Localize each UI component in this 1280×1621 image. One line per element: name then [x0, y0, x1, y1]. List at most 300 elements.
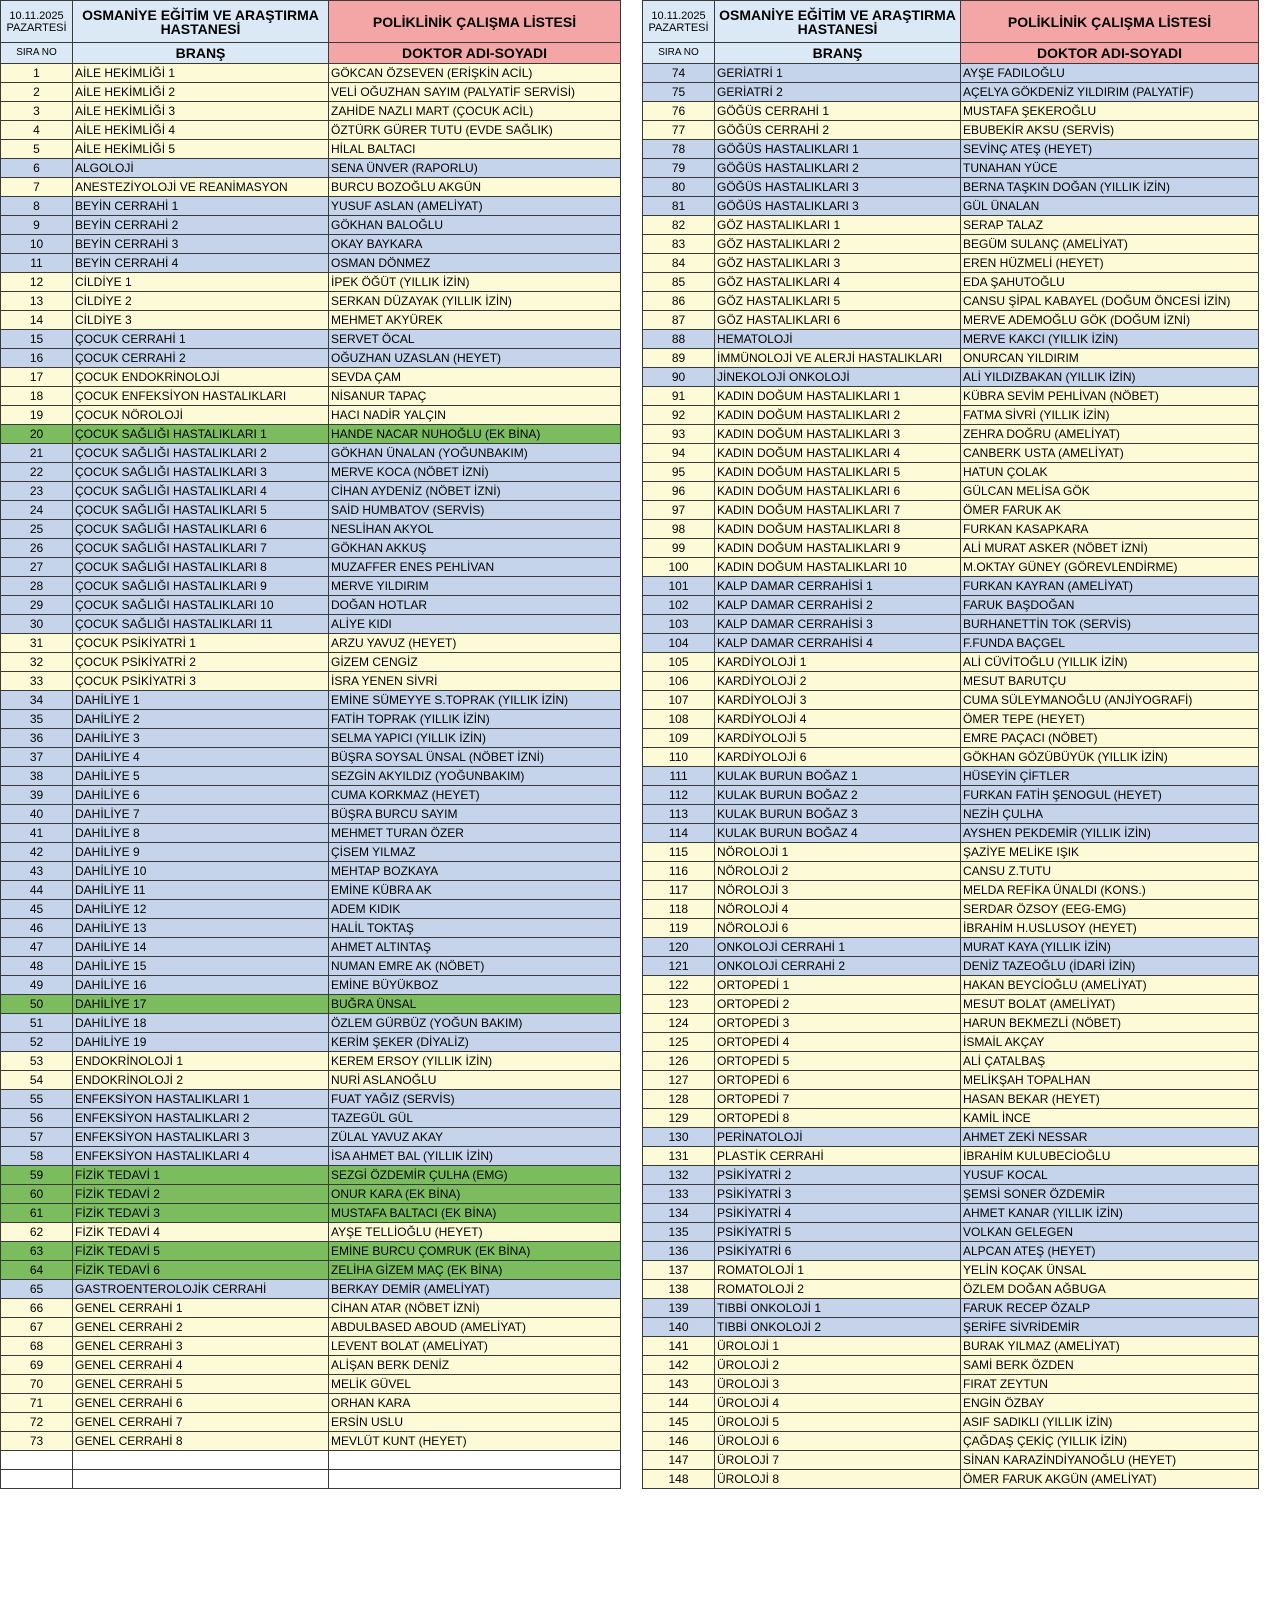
- row-number: 137: [643, 1261, 715, 1280]
- row-branch: ORTOPEDİ 4: [715, 1033, 961, 1052]
- row-branch: GÖZ HASTALIKLARI 1: [715, 216, 961, 235]
- row-number: 141: [643, 1337, 715, 1356]
- row-branch: GENEL CERRAHİ 1: [73, 1299, 329, 1318]
- row-branch: KADIN DOĞUM HASTALIKLARI 2: [715, 406, 961, 425]
- table-row: [1, 919, 621, 938]
- row-doctor: GÖKHAN GÖZÜBÜYÜK (YILLIK İZİN): [961, 748, 1259, 767]
- row-number: 42: [1, 843, 73, 862]
- table-row: [1, 178, 621, 197]
- row-branch: ÇOCUK ENFEKSİYON HASTALIKLARI: [73, 387, 329, 406]
- row-number: 10: [1, 235, 73, 254]
- row-branch: ENFEKSİYON HASTALIKLARI 4: [73, 1147, 329, 1166]
- row-branch: [73, 1451, 329, 1470]
- row-doctor: OSMAN DÖNMEZ: [329, 254, 621, 273]
- row-doctor: SERKAN DÜZAYAK (YILLIK İZİN): [329, 292, 621, 311]
- row-number: 19: [1, 406, 73, 425]
- table-row: [643, 691, 1259, 710]
- row-branch: GÖĞÜS HASTALIKLARI 1: [715, 140, 961, 159]
- table-row: [1, 463, 621, 482]
- row-branch: KARDİYOLOJİ 4: [715, 710, 961, 729]
- table-row: [643, 1413, 1259, 1432]
- table-row: [643, 64, 1259, 83]
- row-number: [1, 1470, 73, 1489]
- row-branch: KARDİYOLOJİ 6: [715, 748, 961, 767]
- row-branch: ANESTEZİYOLOJİ VE REANİMASYON: [73, 178, 329, 197]
- table-row: [1, 1432, 621, 1451]
- row-doctor: EMİNE BÜYÜKBOZ: [329, 976, 621, 995]
- row-doctor: ALİYE KIDI: [329, 615, 621, 634]
- row-number: 13: [1, 292, 73, 311]
- row-number: 130: [643, 1128, 715, 1147]
- table-row: [1, 292, 621, 311]
- row-number: 40: [1, 805, 73, 824]
- table-row: [643, 710, 1259, 729]
- row-doctor: İBRAHİM H.USLUSOY (HEYET): [961, 919, 1259, 938]
- row-doctor: M.OKTAY GÜNEY (GÖREVLENDİRME): [961, 558, 1259, 577]
- table-row: [643, 1280, 1259, 1299]
- row-number: 29: [1, 596, 73, 615]
- row-branch: ÇOCUK SAĞLIĞI HASTALIKLARI 11: [73, 615, 329, 634]
- table-row: [1, 140, 621, 159]
- row-branch: GENEL CERRAHİ 6: [73, 1394, 329, 1413]
- row-branch: KADIN DOĞUM HASTALIKLARI 7: [715, 501, 961, 520]
- row-doctor: SERAP TALAZ: [961, 216, 1259, 235]
- row-number: 124: [643, 1014, 715, 1033]
- table-row: [643, 159, 1259, 178]
- table-row: [643, 444, 1259, 463]
- row-branch: KADIN DOĞUM HASTALIKLARI 10: [715, 558, 961, 577]
- row-doctor: HANDE NACAR NUHOĞLU (EK BİNA): [329, 425, 621, 444]
- row-number: 115: [643, 843, 715, 862]
- date-cell: [643, 1, 715, 43]
- row-number: 98: [643, 520, 715, 539]
- table-row: [1, 159, 621, 178]
- table-row: [1, 1014, 621, 1033]
- row-doctor: CİHAN AYDENİZ (NÖBET İZNİ): [329, 482, 621, 501]
- table-row: [1, 311, 621, 330]
- row-doctor: MUSTAFA ŞEKEROĞLU: [961, 102, 1259, 121]
- row-doctor: BERKAY DEMİR (AMELİYAT): [329, 1280, 621, 1299]
- row-doctor: GÜLCAN MELİSA GÖK: [961, 482, 1259, 501]
- table-row: [1, 121, 621, 140]
- row-doctor: MELİKŞAH TOPALHAN: [961, 1071, 1259, 1090]
- row-branch: DAHİLİYE 3: [73, 729, 329, 748]
- table-row: [1, 729, 621, 748]
- row-doctor: İSRA YENEN SİVRİ: [329, 672, 621, 691]
- row-doctor: MERVE YILDIRIM: [329, 577, 621, 596]
- row-number: 26: [1, 539, 73, 558]
- row-branch: ORTOPEDİ 2: [715, 995, 961, 1014]
- left-table-section: [0, 0, 640, 1489]
- row-doctor: CİHAN ATAR (NÖBET İZNİ): [329, 1299, 621, 1318]
- row-branch: DAHİLİYE 18: [73, 1014, 329, 1033]
- table-row: [1, 1052, 621, 1071]
- row-branch: JİNEKOLOJİ ONKOLOJİ: [715, 368, 961, 387]
- table-row: [1, 197, 621, 216]
- row-number: 90: [643, 368, 715, 387]
- table-row: [643, 1052, 1259, 1071]
- row-number: 47: [1, 938, 73, 957]
- table-row: [1, 235, 621, 254]
- row-branch: DAHİLİYE 6: [73, 786, 329, 805]
- table-row: [643, 121, 1259, 140]
- row-doctor: KERİM ŞEKER (DİYALİZ): [329, 1033, 621, 1052]
- row-number: 143: [643, 1375, 715, 1394]
- row-branch: ÜROLOJİ 8: [715, 1470, 961, 1489]
- row-branch: NÖROLOJİ 4: [715, 900, 961, 919]
- row-number: 131: [643, 1147, 715, 1166]
- row-doctor: SENA ÜNVER (RAPORLU): [329, 159, 621, 178]
- row-doctor: KEREM ERSOY (YILLIK İZİN): [329, 1052, 621, 1071]
- row-number: 57: [1, 1128, 73, 1147]
- row-branch: KARDİYOLOJİ 1: [715, 653, 961, 672]
- row-number: 116: [643, 862, 715, 881]
- row-branch: GENEL CERRAHİ 5: [73, 1375, 329, 1394]
- col-header-doctor: DOKTOR ADI-SOYADI: [961, 43, 1259, 64]
- table-row: [643, 197, 1259, 216]
- row-number: 100: [643, 558, 715, 577]
- row-number: 41: [1, 824, 73, 843]
- row-doctor: FIRAT ZEYTUN: [961, 1375, 1259, 1394]
- row-doctor: FARUK RECEP ÖZALP: [961, 1299, 1259, 1318]
- row-number: 20: [1, 425, 73, 444]
- row-number: 82: [643, 216, 715, 235]
- row-number: 126: [643, 1052, 715, 1071]
- row-branch: GENEL CERRAHİ 4: [73, 1356, 329, 1375]
- row-number: 103: [643, 615, 715, 634]
- row-doctor: SELMA YAPICI (YILLIK İZİN): [329, 729, 621, 748]
- row-branch: KADIN DOĞUM HASTALIKLARI 5: [715, 463, 961, 482]
- list-title: POLİKLİNİK ÇALIŞMA LİSTESİ: [329, 1, 621, 43]
- row-branch: GÖZ HASTALIKLARI 3: [715, 254, 961, 273]
- row-number: 118: [643, 900, 715, 919]
- table-row: [643, 786, 1259, 805]
- row-branch: CİLDİYE 1: [73, 273, 329, 292]
- row-doctor: BUĞRA ÜNSAL: [329, 995, 621, 1014]
- row-doctor: MERVE KOCA (NÖBET İZNİ): [329, 463, 621, 482]
- row-doctor: ÖZLEM DOĞAN AĞBUGA: [961, 1280, 1259, 1299]
- row-branch: KADIN DOĞUM HASTALIKLARI 6: [715, 482, 961, 501]
- row-doctor: YELİN KOÇAK ÜNSAL: [961, 1261, 1259, 1280]
- row-doctor: FURKAN FATİH ŞENOGUL (HEYET): [961, 786, 1259, 805]
- row-number: 94: [643, 444, 715, 463]
- row-branch: KARDİYOLOJİ 5: [715, 729, 961, 748]
- row-number: 3: [1, 102, 73, 121]
- row-number: 88: [643, 330, 715, 349]
- row-branch: KULAK BURUN BOĞAZ 3: [715, 805, 961, 824]
- row-doctor: ÖZTÜRK GÜRER TUTU (EVDE SAĞLIK): [329, 121, 621, 140]
- table-row: [1, 881, 621, 900]
- table-row: [643, 634, 1259, 653]
- row-branch: DAHİLİYE 12: [73, 900, 329, 919]
- row-branch: KADIN DOĞUM HASTALIKLARI 8: [715, 520, 961, 539]
- table-row: [643, 976, 1259, 995]
- table-row: [643, 425, 1259, 444]
- col-header-branch: BRANŞ: [715, 43, 961, 64]
- row-branch: DAHİLİYE 14: [73, 938, 329, 957]
- row-doctor: BEGÜM SULANÇ (AMELİYAT): [961, 235, 1259, 254]
- table-row: [1, 843, 621, 862]
- table-row: [1, 444, 621, 463]
- row-number: 21: [1, 444, 73, 463]
- row-number: 44: [1, 881, 73, 900]
- row-number: 59: [1, 1166, 73, 1185]
- row-doctor: ŞAZİYE MELİKE IŞIK: [961, 843, 1259, 862]
- row-number: 132: [643, 1166, 715, 1185]
- table-row: [643, 1470, 1259, 1489]
- row-doctor: AYŞE TELLİOĞLU (HEYET): [329, 1223, 621, 1242]
- table-row: [643, 824, 1259, 843]
- row-number: 8: [1, 197, 73, 216]
- table-row: [643, 83, 1259, 102]
- row-doctor: CANBERK USTA (AMELİYAT): [961, 444, 1259, 463]
- row-branch: ORTOPEDİ 3: [715, 1014, 961, 1033]
- row-number: 55: [1, 1090, 73, 1109]
- row-number: 102: [643, 596, 715, 615]
- row-branch: ALGOLOJİ: [73, 159, 329, 178]
- hospital-name: OSMANİYE EĞİTİM VE ARAŞTIRMA HASTANESİ: [73, 1, 329, 43]
- row-branch: ÇOCUK PSİKİYATRİ 3: [73, 672, 329, 691]
- row-number: 43: [1, 862, 73, 881]
- row-number: 78: [643, 140, 715, 159]
- row-branch: AİLE HEKİMLİĞİ 1: [73, 64, 329, 83]
- row-doctor: ÇAĞDAŞ ÇEKİÇ (YILLIK İZİN): [961, 1432, 1259, 1451]
- row-branch: GÖZ HASTALIKLARI 4: [715, 273, 961, 292]
- row-number: 83: [643, 235, 715, 254]
- row-doctor: NUMAN EMRE AK (NÖBET): [329, 957, 621, 976]
- table-row: [643, 178, 1259, 197]
- table-row: [1, 1299, 621, 1318]
- table-row: [643, 311, 1259, 330]
- row-branch: FİZİK TEDAVİ 2: [73, 1185, 329, 1204]
- table-row: [643, 1223, 1259, 1242]
- row-doctor: CANSU ŞİPAL KABAYEL (DOĞUM ÖNCESİ İZİN): [961, 292, 1259, 311]
- row-branch: PLASTİK CERRAHİ: [715, 1147, 961, 1166]
- row-doctor: EMİNE SÜMEYYE S.TOPRAK (YILLIK İZİN): [329, 691, 621, 710]
- table-row: [643, 957, 1259, 976]
- table-row: [643, 349, 1259, 368]
- row-branch: PSİKİYATRİ 5: [715, 1223, 961, 1242]
- col-header-no: SIRA NO: [1, 43, 73, 64]
- table-row: [643, 1337, 1259, 1356]
- row-number: 140: [643, 1318, 715, 1337]
- row-number: 92: [643, 406, 715, 425]
- row-number: 81: [643, 197, 715, 216]
- row-number: 112: [643, 786, 715, 805]
- row-doctor: FATİH TOPRAK (YILLIK İZİN): [329, 710, 621, 729]
- row-branch: DAHİLİYE 17: [73, 995, 329, 1014]
- table-row: [643, 368, 1259, 387]
- row-branch: ÇOCUK SAĞLIĞI HASTALIKLARI 10: [73, 596, 329, 615]
- row-branch: ÇOCUK SAĞLIĞI HASTALIKLARI 1: [73, 425, 329, 444]
- table-row: [1, 482, 621, 501]
- row-doctor: GÖKHAN AKKUŞ: [329, 539, 621, 558]
- row-branch: KALP DAMAR CERRAHİSİ 2: [715, 596, 961, 615]
- row-branch: ÇOCUK SAĞLIĞI HASTALIKLARI 2: [73, 444, 329, 463]
- row-doctor: TUNAHAN YÜCE: [961, 159, 1259, 178]
- row-branch: GENEL CERRAHİ 2: [73, 1318, 329, 1337]
- row-branch: NÖROLOJİ 2: [715, 862, 961, 881]
- row-doctor: NESLİHAN AKYOL: [329, 520, 621, 539]
- row-number: 104: [643, 634, 715, 653]
- row-number: 4: [1, 121, 73, 140]
- row-number: 108: [643, 710, 715, 729]
- row-branch: DAHİLİYE 2: [73, 710, 329, 729]
- row-number: 39: [1, 786, 73, 805]
- row-branch: ÜROLOJİ 6: [715, 1432, 961, 1451]
- row-branch: ORTOPEDİ 5: [715, 1052, 961, 1071]
- row-branch: KADIN DOĞUM HASTALIKLARI 9: [715, 539, 961, 558]
- row-number: 11: [1, 254, 73, 273]
- row-doctor: HALİL TOKTAŞ: [329, 919, 621, 938]
- row-number: 7: [1, 178, 73, 197]
- row-doctor: ONUR KARA (EK BİNA): [329, 1185, 621, 1204]
- row-number: 133: [643, 1185, 715, 1204]
- table-row: [643, 1451, 1259, 1470]
- table-row: [643, 1128, 1259, 1147]
- table-row: [643, 1185, 1259, 1204]
- row-number: 93: [643, 425, 715, 444]
- row-number: 77: [643, 121, 715, 140]
- table-row: [1, 1071, 621, 1090]
- row-doctor: TAZEGÜL GÜL: [329, 1109, 621, 1128]
- row-number: 129: [643, 1109, 715, 1128]
- table-row: [1, 1280, 621, 1299]
- row-doctor: ZÜLAL YAVUZ AKAY: [329, 1128, 621, 1147]
- row-doctor: SEVDA ÇAM: [329, 368, 621, 387]
- row-doctor: ZELİHA GİZEM MAÇ (EK BİNA): [329, 1261, 621, 1280]
- table-row: [1, 102, 621, 121]
- row-number: 91: [643, 387, 715, 406]
- table-row: [643, 767, 1259, 786]
- row-doctor: CUMA KORKMAZ (HEYET): [329, 786, 621, 805]
- row-branch: KALP DAMAR CERRAHİSİ 4: [715, 634, 961, 653]
- row-number: 145: [643, 1413, 715, 1432]
- row-doctor: HÜSEYİN ÇİFTLER: [961, 767, 1259, 786]
- row-doctor: GÖKCAN ÖZSEVEN (ERİŞKİN ACİL): [329, 64, 621, 83]
- col-header-no: SIRA NO: [643, 43, 715, 64]
- row-branch: GÖZ HASTALIKLARI 6: [715, 311, 961, 330]
- row-number: 63: [1, 1242, 73, 1261]
- row-number: 25: [1, 520, 73, 539]
- row-number: 84: [643, 254, 715, 273]
- right-table-body: [643, 64, 1259, 1489]
- row-branch: ÇOCUK SAĞLIĞI HASTALIKLARI 3: [73, 463, 329, 482]
- row-branch: ÇOCUK SAĞLIĞI HASTALIKLARI 6: [73, 520, 329, 539]
- row-number: 48: [1, 957, 73, 976]
- column-header-row: [1, 43, 621, 64]
- row-doctor: ÖMER FARUK AKGÜN (AMELİYAT): [961, 1470, 1259, 1489]
- row-number: 117: [643, 881, 715, 900]
- row-doctor: MUZAFFER ENES PEHLİVAN: [329, 558, 621, 577]
- row-doctor: AYŞE FADILOĞLU: [961, 64, 1259, 83]
- row-number: 69: [1, 1356, 73, 1375]
- row-number: 28: [1, 577, 73, 596]
- table-row: [643, 1432, 1259, 1451]
- left-table-body: [1, 64, 621, 1489]
- row-number: 148: [643, 1470, 715, 1489]
- row-doctor: FUAT YAĞIZ (SERVİS): [329, 1090, 621, 1109]
- row-branch: AİLE HEKİMLİĞİ 2: [73, 83, 329, 102]
- table-row: [1, 1033, 621, 1052]
- row-number: 111: [643, 767, 715, 786]
- table-row: [643, 254, 1259, 273]
- row-branch: TIBBİ ONKOLOJİ 1: [715, 1299, 961, 1318]
- row-number: 5: [1, 140, 73, 159]
- table-row: [1, 710, 621, 729]
- table-row: [1, 83, 621, 102]
- table-row: [643, 387, 1259, 406]
- row-branch: BEYİN CERRAHİ 4: [73, 254, 329, 273]
- row-branch: GASTROENTEROLOJİK CERRAHİ: [73, 1280, 329, 1299]
- table-row: [643, 843, 1259, 862]
- row-doctor: MESUT BOLAT (AMELİYAT): [961, 995, 1259, 1014]
- table-row: [643, 1375, 1259, 1394]
- row-number: 58: [1, 1147, 73, 1166]
- table-row: [1, 1166, 621, 1185]
- row-doctor: AHMET ALTINTAŞ: [329, 938, 621, 957]
- row-number: 60: [1, 1185, 73, 1204]
- row-branch: DAHİLİYE 19: [73, 1033, 329, 1052]
- table-row: [1, 64, 621, 83]
- row-doctor: NİSANUR TAPAÇ: [329, 387, 621, 406]
- row-doctor: MERVE KAKCI (YILLIK İZİN): [961, 330, 1259, 349]
- row-number: 6: [1, 159, 73, 178]
- row-doctor: ALİ MURAT ASKER (NÖBET İZNİ): [961, 539, 1259, 558]
- row-number: 106: [643, 672, 715, 691]
- row-branch: GÖĞÜS HASTALIKLARI 2: [715, 159, 961, 178]
- row-number: 27: [1, 558, 73, 577]
- table-row: [643, 653, 1259, 672]
- row-branch: ÜROLOJİ 2: [715, 1356, 961, 1375]
- row-doctor: VOLKAN GELEGEN: [961, 1223, 1259, 1242]
- row-branch: ENDOKRİNOLOJİ 1: [73, 1052, 329, 1071]
- row-branch: KADIN DOĞUM HASTALIKLARI 1: [715, 387, 961, 406]
- row-branch: FİZİK TEDAVİ 1: [73, 1166, 329, 1185]
- table-row: [1, 976, 621, 995]
- row-number: 75: [643, 83, 715, 102]
- row-branch: PSİKİYATRİ 3: [715, 1185, 961, 1204]
- row-branch: AİLE HEKİMLİĞİ 5: [73, 140, 329, 159]
- row-number: 136: [643, 1242, 715, 1261]
- row-doctor: MELDA REFİKA ÜNALDI (KONS.): [961, 881, 1259, 900]
- row-number: 22: [1, 463, 73, 482]
- left-schedule-table: [0, 0, 621, 1489]
- row-number: 36: [1, 729, 73, 748]
- table-row: [1, 691, 621, 710]
- row-branch: ÇOCUK ENDOKRİNOLOJİ: [73, 368, 329, 387]
- table-row: [1, 330, 621, 349]
- row-number: 125: [643, 1033, 715, 1052]
- row-doctor: BÜŞRA SOYSAL ÜNSAL (NÖBET İZNİ): [329, 748, 621, 767]
- row-doctor: İBRAHİM KULUBECİOĞLU: [961, 1147, 1259, 1166]
- table-row: [643, 900, 1259, 919]
- row-doctor: YUSUF KOCAL: [961, 1166, 1259, 1185]
- table-row: [1, 1261, 621, 1280]
- row-number: 45: [1, 900, 73, 919]
- table-row: [1, 672, 621, 691]
- row-number: 99: [643, 539, 715, 558]
- row-number: 33: [1, 672, 73, 691]
- row-number: 32: [1, 653, 73, 672]
- row-doctor: SEZGİN AKYILDIZ (YOĞUNBAKIM): [329, 767, 621, 786]
- row-branch: FİZİK TEDAVİ 5: [73, 1242, 329, 1261]
- table-row: [643, 881, 1259, 900]
- row-branch: İMMÜNOLOJİ VE ALERJİ HASTALIKLARI: [715, 349, 961, 368]
- row-number: 114: [643, 824, 715, 843]
- table-row: [643, 1014, 1259, 1033]
- row-doctor: CUMA SÜLEYMANOĞLU (ANJİYOGRAFİ): [961, 691, 1259, 710]
